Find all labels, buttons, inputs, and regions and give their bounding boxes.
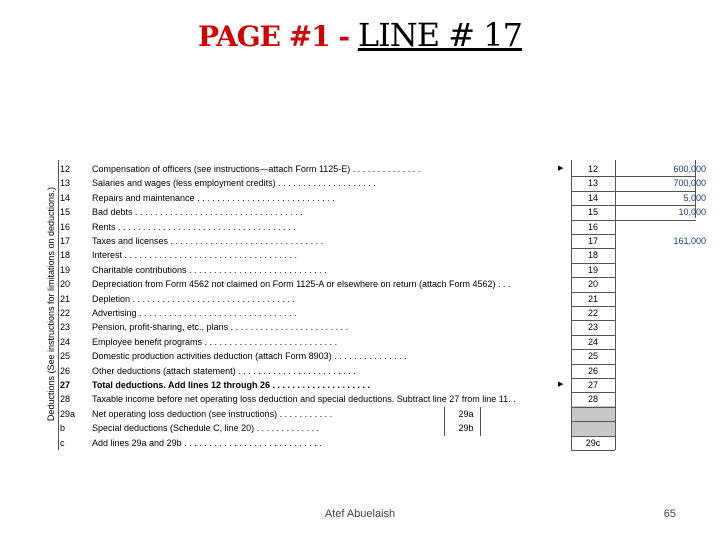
form-row <box>60 335 696 349</box>
line-box-number: 15 <box>587 207 598 218</box>
footer-author: Atef Abuelaish <box>324 508 396 520</box>
row-rule <box>571 436 615 437</box>
line-number: 19 <box>60 264 71 275</box>
line-box-number: 25 <box>587 351 598 362</box>
form-row <box>60 436 696 450</box>
line-description: Employee benefit programs . . . . . . . . . . . . . . . . . . . . . . . . . . . <box>92 336 338 347</box>
line-number: 17 <box>60 236 71 246</box>
line-box-number: 19 <box>587 264 598 275</box>
row-rule <box>571 176 696 177</box>
line-description: Taxes and licenses . . . . . . . . . . . . . . . . . . . . . . . . . . . . . . . <box>92 236 324 246</box>
form-row <box>60 277 696 291</box>
line-number: 29a <box>60 408 76 419</box>
line-amount: 10,000 <box>678 207 706 218</box>
line-amount: 5,000 <box>683 192 706 203</box>
line-description: Interest . . . . . . . . . . . . . . . . . . . . . . . . . . . . . . . . . . . <box>92 250 298 261</box>
line-box-number: 28 <box>587 394 598 405</box>
form-row <box>60 205 706 219</box>
line-description: Repairs and maintenance . . . . . . . . . . . . . . . . . . . . . . . . . . . . <box>92 192 335 203</box>
line-box-number: 12 <box>587 164 598 174</box>
line-box-number: 24 <box>587 336 598 347</box>
line-box-number: 17 <box>587 236 598 246</box>
line-amount: 161,000 <box>673 236 706 246</box>
line-number: 14 <box>60 192 71 203</box>
sub-box-rule <box>444 407 445 436</box>
line-number: 12 <box>60 164 71 174</box>
line-number: 18 <box>60 250 71 261</box>
row-rule <box>571 450 615 451</box>
line-box-number: 23 <box>587 322 598 333</box>
row-rule <box>571 191 696 192</box>
form-row <box>60 292 696 306</box>
form-row <box>60 263 696 277</box>
line-number: 26 <box>60 365 71 376</box>
form-row <box>60 248 696 262</box>
line-box-number: 16 <box>587 221 598 232</box>
line-amount: 700,000 <box>673 178 706 189</box>
deductions-side-label <box>44 158 58 450</box>
form-row <box>60 364 696 378</box>
row-rule <box>571 335 615 336</box>
form-row <box>60 162 706 176</box>
row-rule <box>571 378 615 379</box>
line-box-number: 22 <box>587 308 598 318</box>
line-number: 24 <box>60 336 71 347</box>
line-box-number: 13 <box>587 178 598 189</box>
line-number: c <box>60 437 65 448</box>
line-number: 15 <box>60 207 71 218</box>
row-rule <box>571 364 615 365</box>
row-rule <box>571 421 615 422</box>
line-description: Net operating loss deduction (see instructions) . . . . . . . . . . . <box>92 408 333 419</box>
form-row <box>60 392 696 406</box>
line-description: Special deductions (Schedule C, line 20) . . . . . . . . . . . . . <box>92 423 320 434</box>
line-description: Pension, profit-sharing, etc., plans . . . . . . . . . . . . . . . . . . . . . . . . <box>92 322 349 333</box>
line-number: 16 <box>60 221 71 232</box>
line-number: 13 <box>60 178 71 189</box>
form-row <box>60 176 706 190</box>
line-number: 25 <box>60 351 71 362</box>
line-amount: 600,000 <box>673 164 706 174</box>
row-rule <box>571 349 615 350</box>
line-description: Rents . . . . . . . . . . . . . . . . . . . . . . . . . . . . . . . . . . . . <box>92 221 296 232</box>
row-rule <box>571 292 615 293</box>
form-row <box>60 306 696 320</box>
form-row <box>60 378 696 392</box>
tax-form-excerpt <box>44 158 706 450</box>
arrow-icon: ▶ <box>558 165 564 172</box>
line-number: 21 <box>60 293 71 304</box>
line-box-number: 20 <box>587 279 598 290</box>
line-description: Compensation of officers (see instructions—attach Form 1125-E) . . . . . . . . . . . . . . <box>92 164 421 174</box>
line-box-number: 26 <box>587 365 598 376</box>
line-number: 27 <box>60 380 71 390</box>
line-box-number: 18 <box>587 250 598 261</box>
line-description: Taxable income before net operating loss deduction and special deductions. Subtract line 27 from line 11. . <box>92 394 516 405</box>
row-rule <box>571 205 696 206</box>
page-number: 65 <box>663 508 676 520</box>
line-description: Salaries and wages (less employment credits) . . . . . . . . . . . . . . . . . . . . <box>92 178 376 189</box>
line-number: 23 <box>60 322 71 333</box>
line-description: Domestic production activities deduction (attach Form 8903) . . . . . . . . . . . . . . . <box>92 351 407 362</box>
line-box-number: 21 <box>587 293 598 304</box>
side-divider <box>58 160 59 450</box>
line-description: Total deductions. Add lines 12 through 26 . . . . . . . . . . . . . . . . . . . . <box>92 380 371 390</box>
line-box-number: 27 <box>587 380 598 390</box>
form-row <box>60 421 696 435</box>
sub-line-box: 29b <box>458 423 474 434</box>
line-description: Depletion . . . . . . . . . . . . . . . . . . . . . . . . . . . . . . . . . <box>92 293 296 304</box>
form-row <box>60 320 696 334</box>
line-number: 28 <box>60 394 71 405</box>
line-description: Bad debts . . . . . . . . . . . . . . . . . . . . . . . . . . . . . . . . . . <box>92 207 303 218</box>
line-description: Charitable contributions . . . . . . . . . . . . . . . . . . . . . . . . . . . . <box>92 264 327 275</box>
arrow-icon: ▶ <box>558 381 564 388</box>
title-line-part: LINE # 17 <box>357 16 522 54</box>
row-rule <box>571 320 615 321</box>
sub-box-rule <box>480 407 481 436</box>
row-rule <box>571 234 615 235</box>
line-box-number: 14 <box>587 192 598 203</box>
row-rule <box>571 248 615 249</box>
form-row <box>60 349 696 363</box>
side-label-text: Deductions (See instructions for limitations on deductions.) <box>46 186 56 422</box>
form-row <box>60 220 696 234</box>
row-rule <box>571 277 615 278</box>
line-description: Depreciation from Form 4562 not claimed on Form 1125-A or elsewhere on return (attach Form 4562) . . . <box>92 279 511 290</box>
row-rule <box>571 220 696 221</box>
title-page-part: PAGE #1 - <box>198 20 358 53</box>
form-row <box>60 191 706 205</box>
line-number: 22 <box>60 308 71 318</box>
line-number: 20 <box>60 279 71 290</box>
line-description: Add lines 29a and 29b . . . . . . . . . . . . . . . . . . . . . . . . . . . . <box>92 437 322 448</box>
row-rule <box>571 263 615 264</box>
sub-line-box: 29a <box>458 408 474 419</box>
line-description: Advertising . . . . . . . . . . . . . . . . . . . . . . . . . . . . . . . . <box>92 308 297 318</box>
form-row <box>60 407 696 421</box>
line-description: Other deductions (attach statement) . . . . . . . . . . . . . . . . . . . . . . . . <box>92 365 356 376</box>
line-box-number: 29c <box>585 437 601 448</box>
form-row <box>60 234 706 248</box>
slide-title <box>0 16 720 54</box>
row-rule <box>571 392 615 393</box>
row-rule <box>571 407 615 408</box>
line-number: b <box>60 423 66 434</box>
row-rule <box>571 306 615 307</box>
